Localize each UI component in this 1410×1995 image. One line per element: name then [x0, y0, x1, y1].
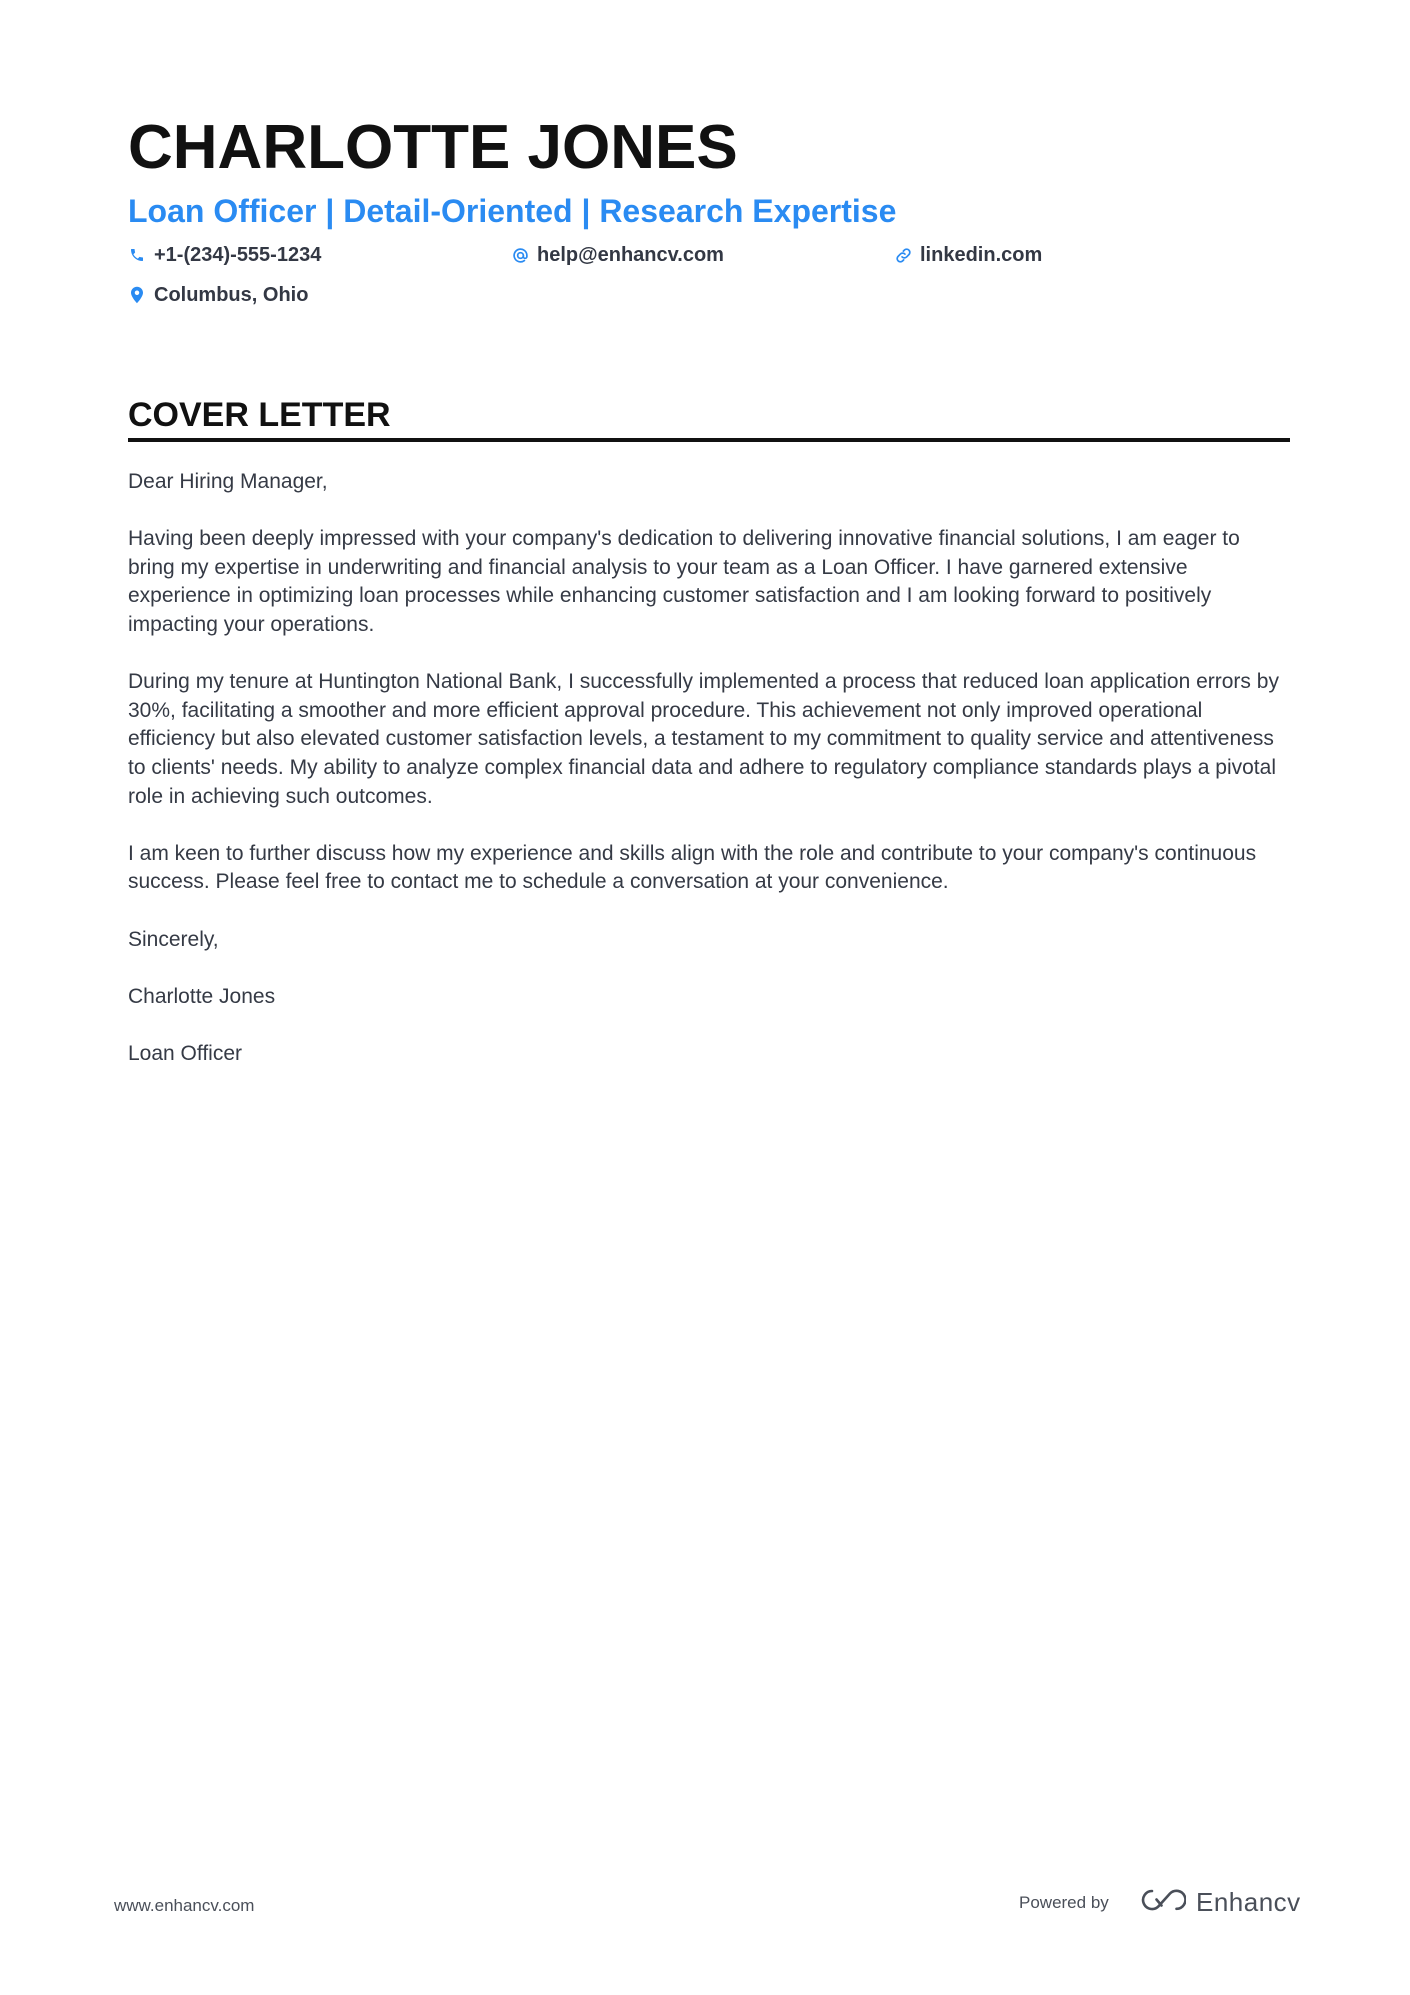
candidate-name: CHARLOTTE JONES — [128, 113, 738, 182]
signature-title: Loan Officer — [128, 1041, 243, 1065]
brand-logo[interactable] — [1138, 1882, 1301, 1922]
signature-name: Charlotte Jones — [128, 984, 276, 1008]
contact-location — [128, 281, 308, 309]
contact-phone — [128, 241, 321, 269]
link-icon — [894, 246, 912, 264]
map-pin-icon — [128, 286, 146, 304]
contact-email[interactable] — [511, 241, 724, 269]
letter-closing: Sincerely, — [128, 927, 219, 951]
candidate-headline: Loan Officer | Detail-Oriented | Research Expertise — [128, 193, 897, 229]
letter-paragraph: Having been deeply impressed with your company's dedication to delivering innovative financial solutions, I am eager to bring my expertise in underwriting and financial analysis to your team as a Loan Officer. I have garnered extensive experience in optimizing loan processes while enhancing customer satisfaction and I am looking forward to positively impacting your operations. — [128, 527, 1240, 636]
contact-linkedin-text[interactable]: linkedin.com — [920, 244, 1043, 266]
section-divider — [128, 438, 1290, 442]
at-icon — [511, 246, 529, 264]
contact-email-text[interactable]: help@enhancv.com — [537, 244, 724, 266]
powered-by-label: Powered by — [1019, 1893, 1109, 1912]
section-title: COVER LETTER — [128, 396, 391, 434]
contact-location-text: Columbus, Ohio — [154, 284, 309, 306]
contact-linkedin[interactable] — [894, 241, 1042, 269]
brand-name: Enhancv — [1196, 1887, 1301, 1917]
enhancv-logo-icon — [1138, 1887, 1186, 1918]
contact-phone-text: +1-(234)-555-1234 — [154, 244, 322, 266]
phone-icon — [128, 246, 146, 264]
footer-url[interactable]: www.enhancv.com — [114, 1896, 255, 1915]
letter-body — [128, 468, 1290, 1097]
letter-paragraph: During my tenure at Huntington National Bank, I successfully implemented a process that reduced loan application errors by 30%, facilitating a smoother and more efficient approval procedure. This achievement not only improved operational efficiency but also elevated customer satisfaction levels, a testament to my commitment to quality service and attentiveness to clients' needs. My ability to analyze complex financial data and adhere to regulatory compliance standards plays a pivotal role in achieving such outcomes. — [128, 670, 1279, 808]
letter-paragraph: I am keen to further discuss how my experience and skills align with the role and contribute to your company's continuous success. Please feel free to contact me to schedule a conversation at your convenience. — [128, 841, 1257, 894]
letter-salutation: Dear Hiring Manager, — [128, 470, 328, 493]
